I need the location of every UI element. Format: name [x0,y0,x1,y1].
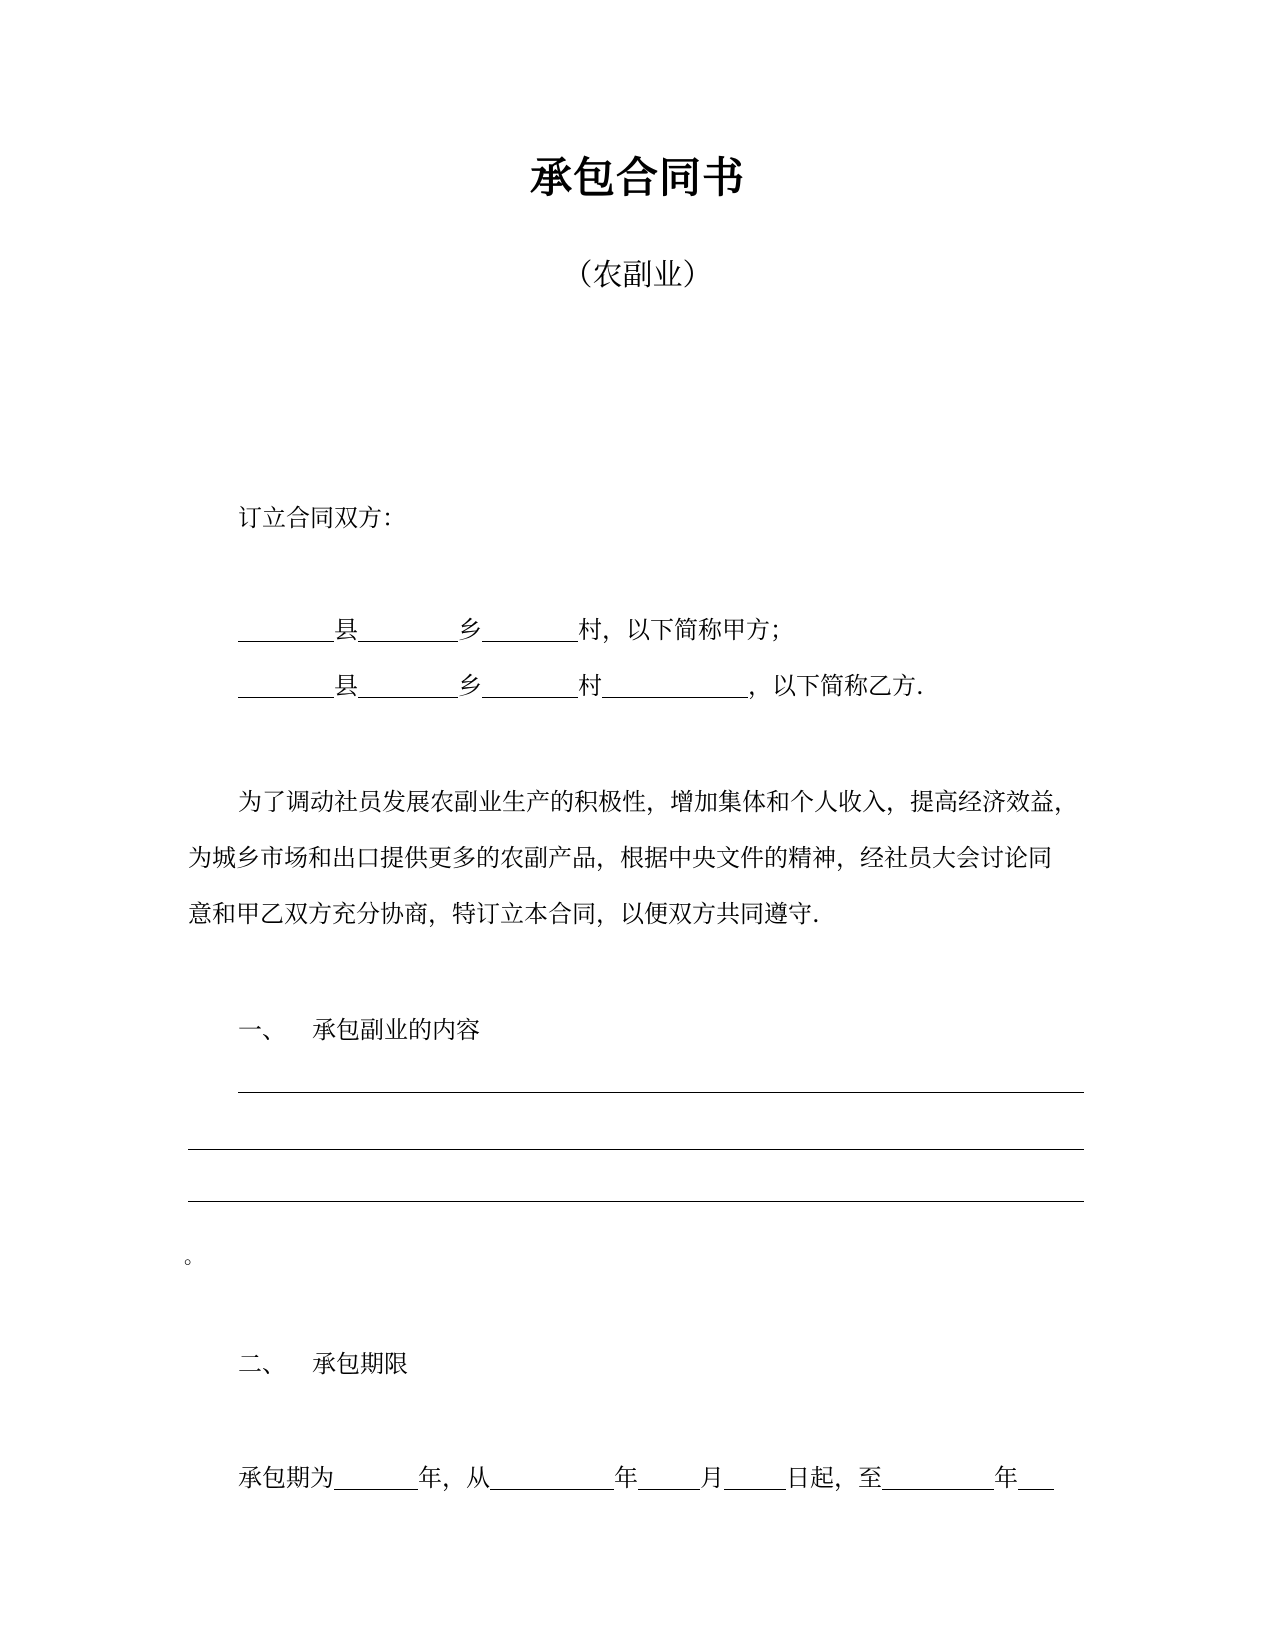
start-year-blank[interactable] [490,1463,614,1490]
end-mark: 。 [184,1244,204,1268]
village-blank[interactable] [482,671,578,698]
section-number: 一、 [238,1016,286,1044]
township-label: 乡 [458,616,482,644]
party-b-suffix: ，以下简称乙方. [748,672,924,700]
start-day-label: 日起，至 [786,1464,882,1492]
document-title: 承包合同书 [529,153,745,202]
preamble-line-3: 意和甲乙双方充分协商，特订立本合同，以便双方共同遵守. [188,900,820,928]
term-prefix: 承包期为 [238,1464,334,1492]
county-label: 县 [334,616,358,644]
township-blank[interactable] [358,615,458,642]
preamble-line-1: 为了调动社员发展农副业生产的积极性，增加集体和个人收入，提高经济效益， [238,788,1078,816]
start-year-label: 年 [614,1464,638,1492]
document-subtitle: （农副业） [562,258,713,293]
village-label: 村，以下简称甲方； [578,616,794,644]
term-line [238,1462,1054,1494]
county-blank[interactable] [238,615,334,642]
section-number: 二、 [238,1350,286,1378]
section-title: 承包期限 [312,1350,408,1378]
county-blank[interactable] [238,671,334,698]
village-blank[interactable] [482,615,578,642]
start-day-blank[interactable] [724,1463,786,1490]
term-years-label: 年，从 [418,1464,490,1492]
content-blank-line[interactable] [188,1201,1084,1202]
party-a-line [238,614,794,646]
township-label: 乡 [458,672,482,700]
section-1-heading [238,1014,480,1046]
end-year-blank[interactable] [882,1463,994,1490]
county-label: 县 [334,672,358,700]
section-title: 承包副业的内容 [312,1016,480,1044]
end-month-blank[interactable] [1018,1463,1054,1490]
content-blank-line[interactable] [238,1092,1084,1093]
section-2-heading [238,1348,408,1380]
end-year-label: 年 [994,1464,1018,1492]
content-blank-line[interactable] [188,1149,1084,1150]
parties-heading: 订立合同双方： [238,504,406,532]
term-years-blank[interactable] [334,1463,418,1490]
start-month-blank[interactable] [638,1463,700,1490]
preamble-line-2: 为城乡市场和出口提供更多的农副产品，根据中央文件的精神，经社员大会讨论同 [188,844,1052,872]
start-month-label: 月 [700,1464,724,1492]
village-label: 村 [578,672,602,700]
township-blank[interactable] [358,671,458,698]
party-b-line [238,670,924,702]
party-b-name-blank[interactable] [602,671,748,698]
